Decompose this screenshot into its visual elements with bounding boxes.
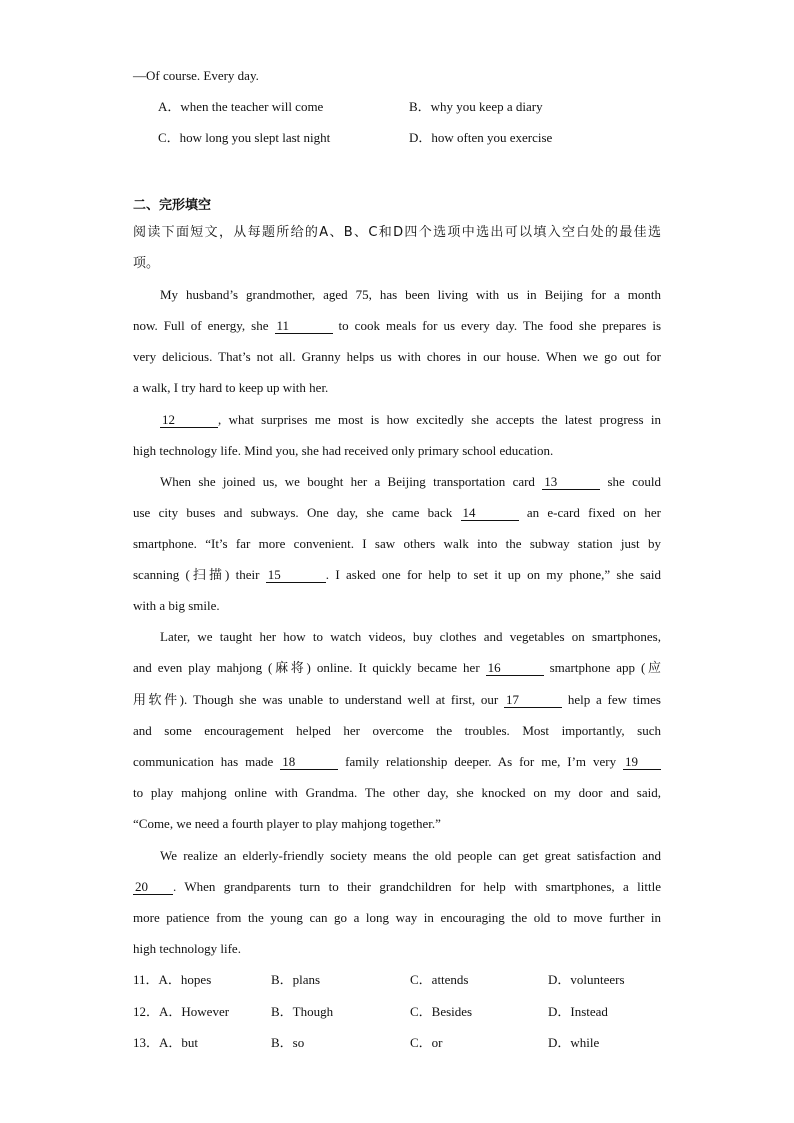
text-run: help a few times bbox=[567, 692, 661, 707]
passage-line bbox=[133, 504, 661, 522]
passage-line: very delicious. That’s not all. Granny helps us with chores in our house. When we go out for bbox=[133, 349, 661, 364]
option-label: C． bbox=[158, 130, 180, 145]
choice-b[interactable]: B．plans bbox=[271, 972, 321, 987]
passage-line: Later, we taught her how to watch videos, buy clothes and vegetables on smartphones, bbox=[160, 629, 661, 644]
choice-b[interactable]: B．so bbox=[271, 1035, 305, 1050]
text-run: family relationship deeper. As for me, I’m very bbox=[345, 754, 617, 769]
blank-18: 18 bbox=[280, 754, 338, 770]
blank-11: 11 bbox=[275, 318, 333, 334]
option-text: how often you exercise bbox=[431, 130, 553, 145]
passage-line: smartphone. “It’s far more convenient. I saw others walk into the subway station just by bbox=[133, 536, 661, 551]
question-number: 11． bbox=[133, 972, 159, 987]
choice-c[interactable]: C．attends bbox=[410, 972, 469, 987]
text-run: scanning (扫描) their bbox=[133, 567, 260, 582]
passage-line bbox=[133, 659, 661, 677]
option-c bbox=[158, 129, 330, 147]
section-title: 二、完形填空 bbox=[133, 198, 212, 213]
question-13 bbox=[133, 1034, 198, 1052]
choice-d[interactable]: D．Instead bbox=[548, 1004, 608, 1019]
choice-b[interactable]: B．Though bbox=[271, 1004, 334, 1019]
option-text: why you keep a diary bbox=[430, 99, 543, 114]
passage-line: My husband’s grandmother, aged 75, has been living with us in Beijing for a month bbox=[160, 287, 661, 302]
passage-line bbox=[133, 566, 661, 584]
passage-line bbox=[133, 753, 661, 771]
question-11 bbox=[133, 971, 211, 989]
blank-14: 14 bbox=[461, 505, 519, 521]
choice-a[interactable]: A．hopes bbox=[158, 972, 212, 987]
text-run: communication has made bbox=[133, 754, 274, 769]
text-run: to cook meals for us every day. The food she prepares is bbox=[338, 318, 661, 333]
option-a bbox=[158, 98, 323, 116]
passage-line bbox=[133, 317, 661, 335]
text-run: . When grandparents turn to their grandchildren for help with smartphones, a little bbox=[173, 879, 661, 894]
blank-17: 17 bbox=[504, 692, 562, 708]
text-run: and even play mahjong (麻将) online. It quickly became her bbox=[133, 660, 480, 675]
passage-line: to play mahjong online with Grandma. The other day, she knocked on my door and said, bbox=[133, 785, 661, 800]
text-run: an e-card fixed on her bbox=[526, 505, 662, 520]
option-label: D． bbox=[409, 130, 432, 145]
text-run: . I asked one for help to set it up on my phone,” she said bbox=[325, 567, 662, 582]
question-number: 13． bbox=[133, 1035, 160, 1050]
passage-line bbox=[133, 878, 661, 896]
passage-line bbox=[133, 691, 661, 709]
choice-a[interactable]: A．However bbox=[159, 1004, 230, 1019]
choice-c[interactable]: C．or bbox=[410, 1035, 443, 1050]
text-run: When she joined us, we bought her a Beijing transportation card bbox=[160, 474, 535, 489]
section-instruction: 阅读下面短文，从每题所给的A、B、C和D四个选项中选出可以填入空白处的最佳选 bbox=[133, 225, 661, 240]
choice-d[interactable]: D．while bbox=[548, 1035, 600, 1050]
blank-15: 15 bbox=[266, 567, 326, 583]
section-instruction-cont: 项。 bbox=[133, 256, 160, 271]
blank-20: 20 bbox=[133, 879, 173, 895]
passage-line bbox=[160, 473, 661, 491]
text-run: , what surprises me most is how excitedly she accepts the latest progress in bbox=[218, 412, 661, 427]
blank-19: 19 bbox=[623, 754, 661, 770]
text-run: smartphone app (应 bbox=[549, 660, 661, 675]
passage-line bbox=[160, 411, 661, 429]
choice-a[interactable]: A．but bbox=[159, 1035, 199, 1050]
blank-13: 13 bbox=[542, 474, 600, 490]
blank-16: 16 bbox=[486, 660, 544, 676]
answer-line: —Of course. Every day. bbox=[133, 68, 259, 83]
text-run: 用软件). Though she was unable to understand well at first, our bbox=[133, 692, 499, 707]
choice-c[interactable]: C．Besides bbox=[410, 1004, 473, 1019]
option-b bbox=[409, 98, 543, 116]
passage-line: high technology life. Mind you, she had received only primary school education. bbox=[133, 443, 554, 458]
option-d bbox=[409, 129, 552, 147]
passage-line: a walk, I try hard to keep up with her. bbox=[133, 380, 329, 395]
text-run: now. Full of energy, she bbox=[133, 318, 269, 333]
question-12 bbox=[133, 1003, 229, 1021]
text-run: she could bbox=[607, 474, 661, 489]
passage-line: and some encouragement helped her overcome the troubles. Most importantly, such bbox=[133, 723, 661, 738]
option-label: B． bbox=[409, 99, 431, 114]
passage-line: high technology life. bbox=[133, 941, 241, 956]
passage-line: “Come, we need a fourth player to play mahjong together.” bbox=[133, 816, 441, 831]
choice-d[interactable]: D．volunteers bbox=[548, 972, 625, 987]
blank-12: 12 bbox=[160, 412, 218, 428]
text-run: use city buses and subways. One day, she came back bbox=[133, 505, 453, 520]
passage-line: with a big smile. bbox=[133, 598, 220, 613]
passage-line: more patience from the young can go a long way in encouraging the old to move further in bbox=[133, 910, 661, 925]
question-number: 12． bbox=[133, 1004, 160, 1019]
option-text: when the teacher will come bbox=[180, 99, 324, 114]
passage-line: We realize an elderly-friendly society means the old people can get great satisfaction and bbox=[160, 848, 661, 863]
option-text: how long you slept last night bbox=[179, 130, 331, 145]
option-label: A． bbox=[158, 99, 181, 114]
